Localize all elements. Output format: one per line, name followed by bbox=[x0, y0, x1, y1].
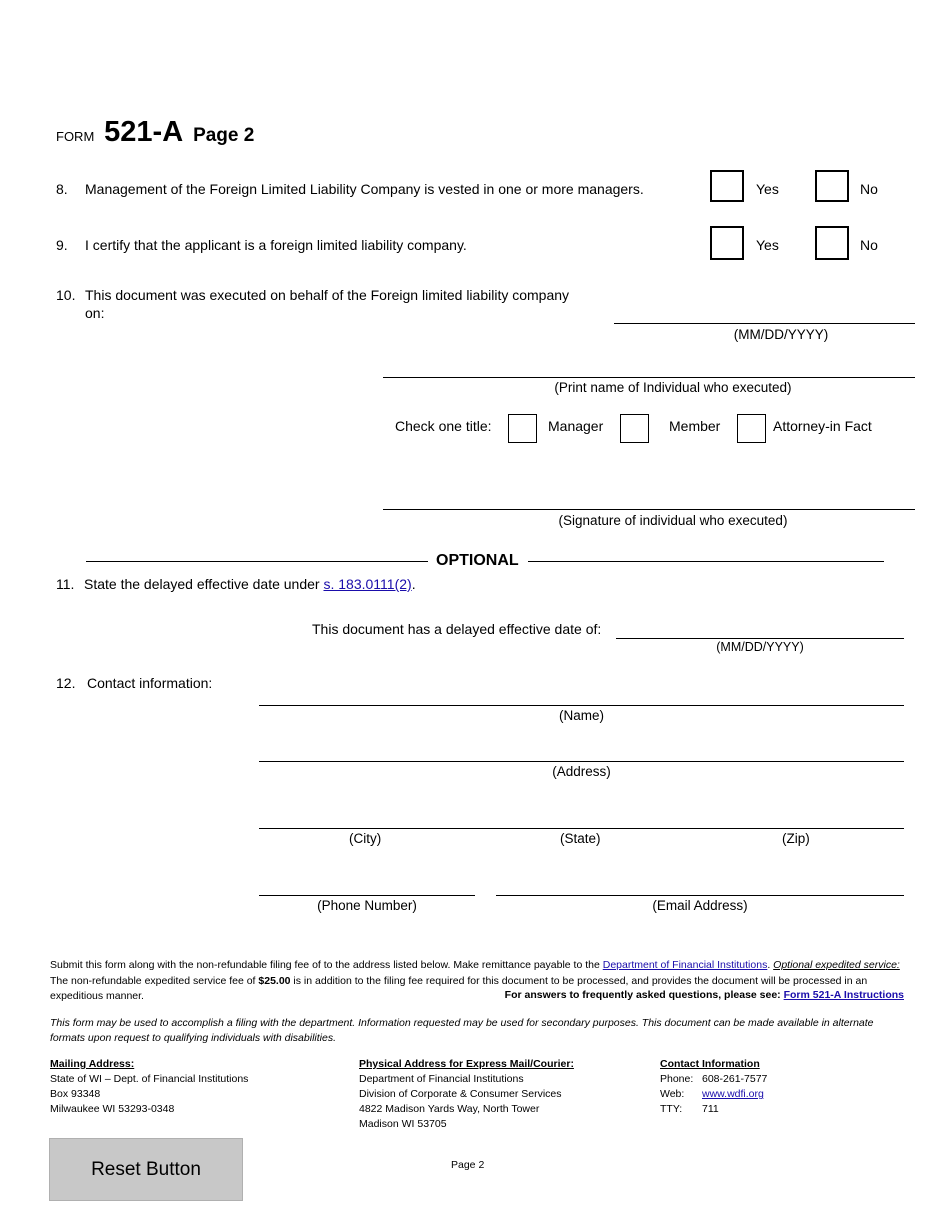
optional-divider-right bbox=[528, 561, 884, 562]
optional-divider-left bbox=[86, 561, 428, 562]
q11-number: 11. bbox=[56, 576, 75, 592]
form-number: 521-A bbox=[104, 116, 184, 148]
attorney-label: Attorney-in Fact bbox=[773, 418, 872, 434]
faq-text: For answers to frequently asked questions, please see: bbox=[504, 989, 784, 1001]
contact-state-caption: (State) bbox=[560, 831, 601, 846]
form-word: FORM bbox=[56, 129, 95, 144]
physical-line3: 4822 Madison Yards Way, North Tower bbox=[359, 1103, 540, 1115]
q9-yes-label: Yes bbox=[756, 237, 779, 253]
q10-text-line2: on: bbox=[85, 305, 105, 321]
web-link[interactable]: www.wdfi.org bbox=[702, 1088, 764, 1100]
reset-button[interactable]: Reset Button bbox=[49, 1138, 243, 1201]
submit-text-3: The non-refundable expedited service fee of bbox=[50, 974, 259, 987]
check-title-label: Check one title: bbox=[395, 418, 492, 434]
optional-expedited-label: Optional expedited service: bbox=[773, 959, 900, 971]
q11-text-lead: State the delayed effective date under bbox=[84, 576, 324, 592]
q11-text bbox=[84, 576, 416, 592]
q10-date-field[interactable] bbox=[614, 323, 915, 324]
faq-line bbox=[505, 989, 904, 1001]
statute-link[interactable]: s. 183.0111(2) bbox=[323, 576, 412, 592]
contact-city-caption: (City) bbox=[349, 831, 382, 846]
member-label: Member bbox=[669, 418, 721, 434]
mailing-line3: Milwaukee WI 53293-0348 bbox=[50, 1103, 175, 1115]
contact-email-caption: (Email Address) bbox=[652, 898, 748, 913]
dfi-link[interactable]: Department of Financial Institutions bbox=[602, 959, 768, 971]
contact-email-field[interactable] bbox=[496, 895, 904, 896]
physical-line2: Division of Corporate & Consumer Services bbox=[359, 1088, 562, 1100]
contact-address-caption: (Address) bbox=[552, 764, 611, 779]
phone-value: 608-261-7577 bbox=[702, 1073, 768, 1085]
q9-no-checkbox[interactable] bbox=[815, 226, 849, 260]
q10-text-line1: This document was executed on behalf of the Foreign limited liability company bbox=[85, 287, 570, 303]
mailing-address bbox=[50, 1057, 248, 1117]
page-label: Page 2 bbox=[193, 125, 255, 146]
delayed-date-caption: (MM/DD/YYYY) bbox=[716, 640, 804, 654]
form-header bbox=[56, 116, 254, 149]
contact-city-state-zip-field[interactable] bbox=[259, 828, 904, 829]
delayed-date-field[interactable] bbox=[616, 638, 904, 639]
q11-text-end: . bbox=[411, 576, 416, 592]
submit-text-4: is in addition to the filing fee required for this document to be processed, and provides the document will be processed in an expeditious manner. bbox=[50, 974, 868, 1002]
expedited-fee: $25.00 bbox=[258, 974, 291, 987]
contact-name-field[interactable] bbox=[259, 705, 904, 706]
q8-no-checkbox[interactable] bbox=[815, 170, 849, 202]
contact-name-caption: (Name) bbox=[558, 708, 604, 723]
tty-value: 711 bbox=[702, 1103, 719, 1115]
optional-heading: OPTIONAL bbox=[436, 552, 519, 569]
q8-yes-label: Yes bbox=[756, 181, 779, 197]
q10-number: 10. bbox=[56, 287, 76, 303]
contact-phone-field[interactable] bbox=[259, 895, 475, 896]
q8-no-label: No bbox=[860, 181, 878, 197]
mailing-line2: Box 93348 bbox=[50, 1088, 101, 1100]
physical-line4: Madison WI 53705 bbox=[359, 1118, 447, 1130]
phone-label: Phone: bbox=[660, 1073, 694, 1085]
physical-address bbox=[359, 1057, 574, 1132]
q8-text: Management of the Foreign Limited Liability Company is vested in one or more managers. bbox=[85, 181, 644, 197]
manager-checkbox[interactable] bbox=[508, 414, 537, 443]
instructions-link[interactable]: Form 521-A Instructions bbox=[783, 989, 904, 1001]
q9-text: I certify that the applicant is a foreign limited liability company. bbox=[85, 237, 467, 253]
q12-number: 12. bbox=[56, 675, 76, 691]
disclaimer: This form may be used to accomplish a filing with the department. Information requested may be used for secondary purposes. This document can be made available in alternate formats upon request to qualifying individuals with disabilities. bbox=[50, 1017, 874, 1044]
physical-heading: Physical Address for Express Mail/Courier: bbox=[359, 1058, 574, 1070]
submit-text-2: . bbox=[767, 959, 774, 971]
q9-number: 9. bbox=[56, 237, 68, 253]
submit-text-1: Submit this form along with the non-refundable filing fee of to the address listed below. Make remittance payable to the bbox=[50, 959, 603, 971]
q10-print-name-caption: (Print name of Individual who executed) bbox=[554, 380, 792, 395]
contact-information bbox=[660, 1057, 767, 1117]
attorney-checkbox[interactable] bbox=[737, 414, 766, 443]
q9-no-label: No bbox=[860, 237, 878, 253]
q10-signature-caption: (Signature of individual who executed) bbox=[558, 513, 788, 528]
contact-zip-caption: (Zip) bbox=[782, 831, 810, 846]
mailing-line1: State of WI – Dept. of Financial Institutions bbox=[50, 1073, 249, 1085]
delayed-date-label: This document has a delayed effective date of: bbox=[312, 621, 602, 637]
mailing-heading: Mailing Address: bbox=[50, 1058, 135, 1070]
tty-label: TTY: bbox=[660, 1103, 683, 1115]
q9-yes-checkbox[interactable] bbox=[710, 226, 744, 260]
physical-line1: Department of Financial Institutions bbox=[359, 1073, 524, 1085]
q8-number: 8. bbox=[56, 181, 68, 197]
web-label: Web: bbox=[660, 1088, 685, 1100]
q8-yes-checkbox[interactable] bbox=[710, 170, 744, 202]
page-number: Page 2 bbox=[451, 1159, 485, 1171]
q10-print-name-field[interactable] bbox=[383, 377, 915, 378]
q10-signature-field[interactable] bbox=[383, 509, 915, 510]
q10-date-caption: (MM/DD/YYYY) bbox=[733, 327, 829, 342]
contact-heading: Contact Information bbox=[660, 1058, 760, 1070]
contact-phone-caption: (Phone Number) bbox=[317, 898, 417, 913]
contact-address-field[interactable] bbox=[259, 761, 904, 762]
manager-label: Manager bbox=[548, 418, 604, 434]
q12-label: Contact information: bbox=[87, 675, 213, 691]
member-checkbox[interactable] bbox=[620, 414, 649, 443]
